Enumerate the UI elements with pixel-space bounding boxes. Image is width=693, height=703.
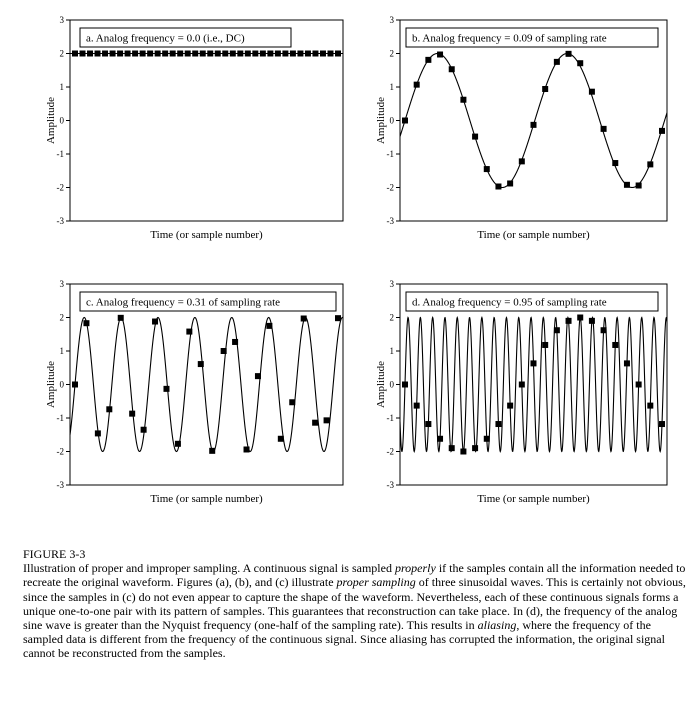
sample-point [252,51,258,57]
sample-point [484,436,490,442]
sample-point [192,51,198,57]
sample-point [207,51,213,57]
sample-point [425,421,431,427]
sample-point [170,51,176,57]
sample-point [95,430,101,436]
sample-point [449,66,455,72]
sample-point [531,360,537,366]
sample-point [129,411,135,417]
sample-point [659,421,665,427]
sample-point [80,51,86,57]
plot-frame [400,284,667,485]
sample-point [589,89,595,95]
sample-point [601,126,607,132]
sample-point [106,406,112,412]
sample-point [554,327,560,333]
y-tick-label: -2 [386,446,394,457]
chart-title: a. Analog frequency = 0.0 (i.e., DC) [86,32,245,45]
sample-point [437,436,443,442]
sample-point [155,51,161,57]
sample-point [289,399,295,405]
y-tick-label: 3 [59,279,64,289]
sample-point [425,57,431,63]
sample-point [542,342,548,348]
sample-point [449,445,455,451]
sample-point [577,315,583,321]
y-tick-label: 2 [389,312,394,323]
sample-point [209,448,215,454]
sample-point [237,51,243,57]
y-tick-label: 0 [59,115,64,126]
y-tick-label: -3 [56,216,64,226]
sample-point [647,403,653,409]
sample-point [147,51,153,57]
y-tick-label: 2 [59,312,64,323]
caption-text: of three sinusoidal waves. This is certainly not obvious, since the samples in (c) do not even appear to capture the shape of the waveform. Nevertheless, each of these continuous signals forms a unique one-to-one pair with its pattern of samples. This guarantees that reconstruction can take place. In (d), the frequency of the analog sine wave is greater than the Nyquist frequency (one-half of the sampling rate). This results in [23,575,686,633]
sample-point [255,373,261,379]
sample-point [177,51,183,57]
y-tick-label: 1 [59,346,64,356]
y-tick-label: 1 [389,346,394,356]
sample-point [312,51,318,57]
sample-point [495,421,501,427]
sample-point [601,327,607,333]
sample-point [267,51,273,57]
sample-point [245,51,251,57]
x-axis-label: Time (or sample number) [150,493,263,505]
sample-point [437,52,443,58]
sample-point [414,82,420,88]
sample-point [507,180,513,186]
y-tick-label: 1 [389,82,394,92]
sample-point [577,60,583,66]
sample-point [320,51,326,57]
sample-point [72,382,78,388]
sample-point [636,182,642,188]
y-tick-label: -1 [56,149,64,159]
sample-point [221,348,227,354]
sample-point [102,51,108,57]
y-tick-label: -2 [386,182,394,193]
y-tick-label: -1 [56,413,64,423]
sample-point [186,329,192,335]
y-tick-label: 3 [59,15,64,25]
sample-point [324,417,330,423]
sample-point [460,97,466,103]
sample-point [542,86,548,92]
sample-point [566,318,572,324]
y-tick-label: -1 [386,413,394,423]
sample-point [659,128,665,134]
plot-frame [400,20,667,221]
y-tick-label: -2 [56,182,64,193]
sample-point [460,449,466,455]
sample-point [484,166,490,172]
plot-frame [70,20,343,221]
sample-point [95,51,101,57]
sample-point [175,441,181,447]
chart-panel-c [45,279,343,505]
caption-text: , where the frequency of the sampled data is different from the frequency of the continuous signal. Since aliasing has corrupted the information, the original signal cannot be reconstructed from the samples. [23,618,665,661]
sample-point [612,342,618,348]
sample-point [125,51,131,57]
caption-body [23,561,687,660]
sample-point [312,420,318,426]
sample-point [402,382,408,388]
sample-point [118,315,124,321]
y-tick-label: -3 [56,480,64,490]
sample-point [531,122,537,128]
y-axis-label: Amplitude [375,96,387,145]
sample-point [244,446,250,452]
y-axis-label: Amplitude [45,96,57,145]
sample-point [162,51,168,57]
chart-title: d. Analog frequency = 0.95 of sampling rate [412,296,607,309]
x-axis-label: Time (or sample number) [150,229,263,241]
y-tick-label: -1 [386,149,394,159]
sample-point [519,158,525,164]
y-axis-label: Amplitude [375,360,387,409]
sample-point [198,361,204,367]
sample-point [612,160,618,166]
sample-point [282,51,288,57]
sample-point [472,445,478,451]
sample-point [140,51,146,57]
sample-point [554,59,560,65]
caption-title: FIGURE 3-3 [23,547,86,561]
sample-point [110,51,116,57]
y-tick-label: 0 [389,115,394,126]
sample-point [83,320,89,326]
sample-point [335,51,341,57]
sample-point [589,318,595,324]
figure-caption [23,547,687,661]
sample-point [163,386,169,392]
sample-point [290,51,296,57]
sample-point [624,360,630,366]
sample-point [117,51,123,57]
chart-panel-d [375,279,667,505]
sample-point [414,403,420,409]
y-tick-label: 0 [389,379,394,390]
caption-text: Illustration of proper and improper sampling. A continuous signal is sampled [23,561,395,576]
sample-point [507,403,513,409]
caption-text: if the samples contain all the information needed to recreate the original waveform. Figures (a), (b), and (c) illustrate [23,561,686,590]
sample-point [335,315,341,321]
analog-signal-line [400,318,667,452]
chart-panel-b [375,15,667,241]
analog-signal-line [70,318,343,452]
sample-point [87,51,93,57]
sample-point [301,316,307,322]
y-tick-label: -2 [56,446,64,457]
y-tick-label: 0 [59,379,64,390]
y-tick-label: 2 [59,48,64,59]
y-tick-label: 1 [59,82,64,92]
x-axis-label: Time (or sample number) [477,493,590,505]
sample-point [260,51,266,57]
chart-title: b. Analog frequency = 0.09 of sampling rate [412,32,607,45]
sample-point [278,436,284,442]
sample-point [72,51,78,57]
sample-point [222,51,228,57]
sample-point [266,323,272,329]
y-tick-label: -3 [386,480,394,490]
caption-emphasis: proper sampling [336,575,416,590]
sample-point [402,118,408,124]
y-tick-label: 2 [389,48,394,59]
sample-point [215,51,221,57]
sample-point [200,51,206,57]
x-axis-label: Time (or sample number) [477,229,590,241]
sample-point [275,51,281,57]
analog-signal-line [400,54,667,188]
sample-point [185,51,191,57]
sample-point [624,182,630,188]
sample-point [566,51,572,57]
sample-point [297,51,303,57]
sample-point [495,183,501,189]
caption-emphasis: aliasing [477,618,517,633]
plot-frame [70,284,343,485]
sample-point [327,51,333,57]
sample-point [141,427,147,433]
sample-point [152,319,158,325]
chart-title: c. Analog frequency = 0.31 of sampling rate [86,296,281,309]
sample-point [472,134,478,140]
y-tick-label: 3 [389,279,394,289]
sample-point [647,161,653,167]
y-tick-label: 3 [389,15,394,25]
sample-point [232,339,238,345]
sample-point [305,51,311,57]
sample-point [132,51,138,57]
sample-point [519,382,525,388]
y-tick-label: -3 [386,216,394,226]
sample-point [230,51,236,57]
sample-point [636,382,642,388]
chart-panel-a [45,15,343,241]
caption-emphasis: properly [394,561,436,576]
y-axis-label: Amplitude [45,360,57,409]
